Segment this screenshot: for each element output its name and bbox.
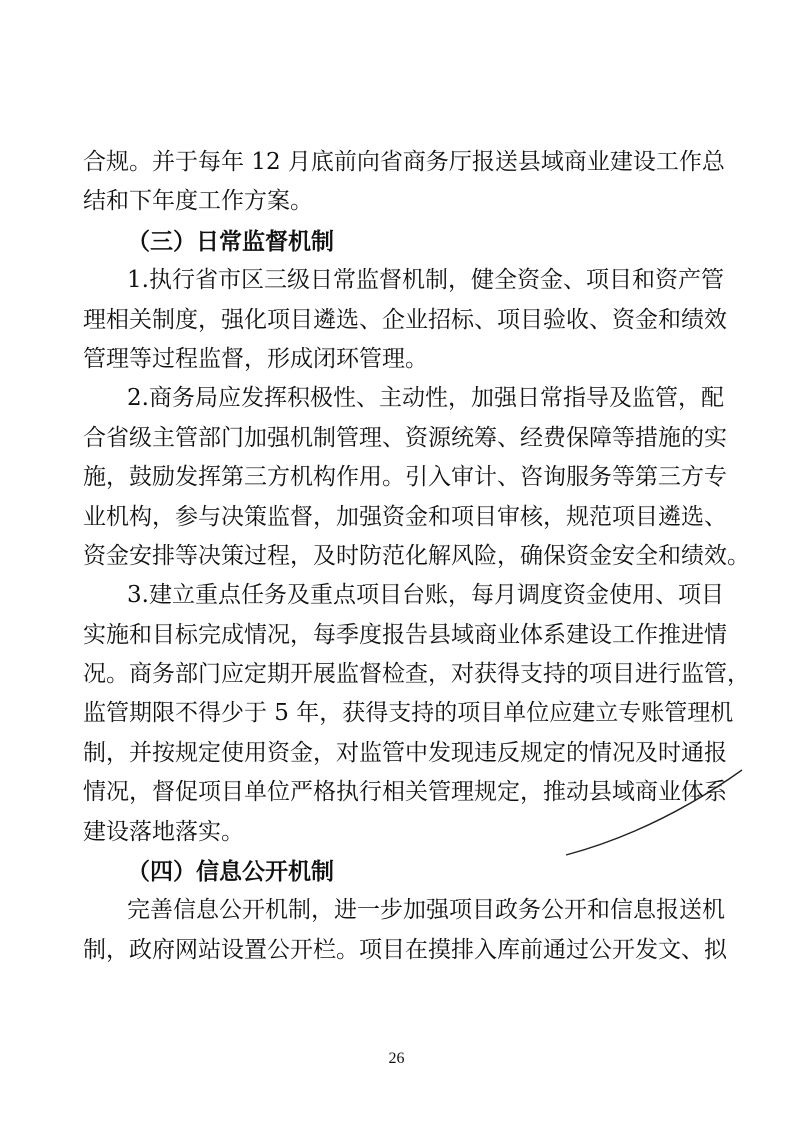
text-line: 2.商务局应发挥积极性、主动性，加强日常指导及监管，配: [127, 385, 724, 412]
text-line: 制，并按规定使用资金，对监管中发现违反规定的情况及时通报: [83, 739, 727, 766]
text-line: 建设落地落实。: [83, 818, 244, 845]
text-line: 管理等过程监督，形成闭环管理。: [83, 345, 428, 372]
text-line: （三）日常监督机制: [127, 227, 334, 255]
text-line: 完善信息公开机制，进一步加强项目政务公开和信息报送机: [127, 897, 725, 924]
text-line: 制，政府网站设置公开栏。项目在摸排入库前通过公开发文、拟: [83, 936, 727, 963]
text-line: 合规。并于每年 12 月底前向省商务厅报送县域商业建设工作总: [83, 149, 725, 175]
text-line: 业机构，参与决策监督，加强资金和项目审核，规范项目遴选、: [83, 503, 727, 530]
text-line: 理相关制度，强化项目遴选、企业招标、项目验收、资金和绩效: [83, 306, 727, 333]
page-number: 26: [388, 1050, 405, 1067]
text-line: 结和下年度工作方案。: [83, 188, 313, 215]
text-line: 1.执行省市区三级日常监督机制，健全资金、项目和资产管: [127, 267, 724, 294]
text-line: 资金安排等决策过程，及时防范化解风险，确保资金安全和绩效。: [83, 542, 750, 569]
text-line: 监管期限不得少于 5 年，获得支持的项目单位应建立专账管理机: [83, 700, 734, 727]
text-line: 况。商务部门应定期开展监督检查，对获得支持的项目进行监管，: [83, 661, 750, 688]
text-line: （四）信息公开机制: [127, 858, 334, 886]
text-line: 实施和目标完成情况，每季度报告县域商业体系建设工作推进情: [83, 621, 727, 648]
text-line: 合省级主管部门加强机制管理、资源统筹、经费保障等措施的实: [83, 424, 727, 451]
text-line: 施，鼓励发挥第三方机构作用。引入审计、咨询服务等第三方专: [83, 464, 727, 491]
text-line: 3.建立重点任务及重点项目台账，每月调度资金使用、项目: [127, 582, 724, 609]
text-line: 情况，督促项目单位严格执行相关管理规定，推动县域商业体系: [83, 779, 727, 806]
